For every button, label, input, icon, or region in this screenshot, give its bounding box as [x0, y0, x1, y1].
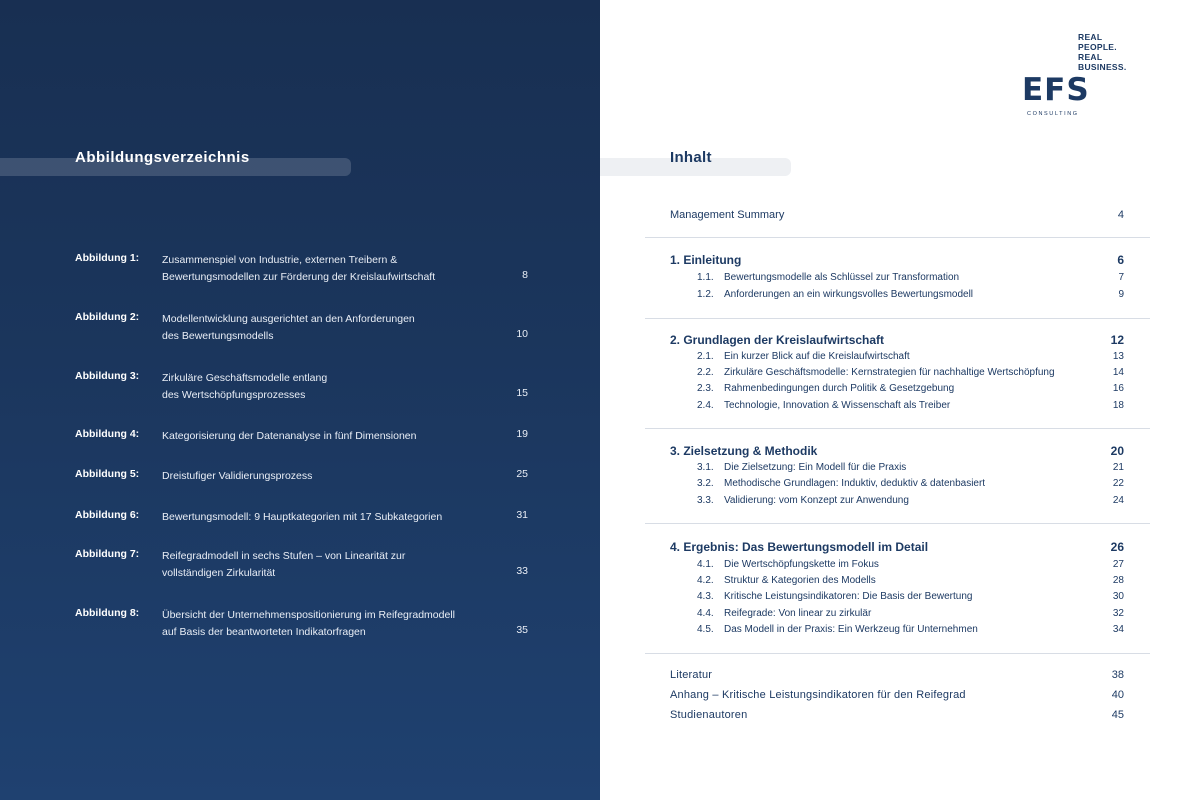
figure-label: Abbildung 2: [75, 311, 140, 323]
toc-page-number: 38 [1111, 669, 1124, 681]
toc-subsection[interactable]: 2.3. Rahmenbedingungen durch Politik & Gesetzgebung [697, 383, 955, 394]
toc-subsection[interactable]: 4.1. Die Wertschöpfungskette im Fokus [697, 559, 879, 570]
figure-label: Abbildung 7: [75, 548, 140, 560]
figure-entry[interactable] [75, 607, 530, 647]
figure-entry[interactable] [75, 548, 530, 588]
toc-page-number: 18 [1112, 400, 1124, 411]
figure-entry[interactable] [75, 509, 530, 549]
figure-caption: Zirkuläre Geschäftsmodelle entlang des Wertschöpfungsprozesses [162, 372, 328, 401]
logo-subline: CONSULTING [1027, 111, 1079, 117]
divider [645, 428, 1150, 429]
toc-subsection[interactable]: 1.1. Bewertungsmodelle als Schlüssel zur Transformation [697, 272, 960, 283]
toc-page-number: 24 [1112, 495, 1124, 506]
figure-caption: Übersicht der Unternehmenspositionierung im Reifegradmodell auf Basis der beantworteten Indikatorfragen [162, 609, 455, 638]
toc-page-number: 28 [1112, 575, 1124, 586]
toc-title: Inhalt [670, 149, 712, 166]
figure-page-number: 8 [522, 269, 528, 281]
toc-entry-studienautoren[interactable]: Studienautoren [670, 709, 748, 721]
figure-entry[interactable] [75, 428, 530, 468]
figure-page-number: 33 [516, 565, 528, 577]
toc-page-number: 9 [1118, 289, 1124, 300]
toc-page-number: 20 [1110, 444, 1124, 458]
divider [645, 653, 1150, 654]
toc-page-number: 7 [1118, 272, 1124, 283]
toc-subsection[interactable]: 2.1. Ein kurzer Blick auf die Kreislaufwirtschaft [697, 351, 910, 362]
toc-subsection[interactable]: 3.3. Validierung: vom Konzept zur Anwendung [697, 495, 909, 506]
toc-page-number: 14 [1112, 367, 1124, 378]
divider [645, 523, 1150, 524]
figure-label: Abbildung 4: [75, 428, 140, 440]
figure-caption: Bewertungsmodell: 9 Hauptkategorien mit 17 Subkategorien [162, 511, 443, 523]
toc-page-number: 12 [1110, 333, 1124, 347]
toc-entry-anhang[interactable]: Anhang – Kritische Leistungsindikatoren für den Reifegrad [670, 689, 966, 701]
divider [645, 237, 1150, 238]
figure-entry[interactable] [75, 252, 530, 292]
toc-page-number: 30 [1112, 591, 1124, 602]
figure-page-number: 15 [516, 387, 528, 399]
toc-entry-literatur[interactable]: Literatur [670, 669, 713, 681]
figure-caption: Zusammenspiel von Industrie, externen Treibern & Bewertungsmodellen zur Förderung der Kreislaufwirtschaft [162, 254, 436, 283]
figure-page-number: 31 [516, 509, 528, 521]
toc-subsection[interactable]: 3.2. Methodische Grundlagen: Induktiv, deduktiv & datenbasiert [697, 478, 986, 489]
logo-tagline: REAL PEOPLE. REAL BUSINESS. [1078, 32, 1127, 72]
figure-label: Abbildung 6: [75, 509, 140, 521]
toc-subsection[interactable]: 4.5. Das Modell in der Praxis: Ein Werkzeug für Unternehmen [697, 624, 978, 635]
toc-page-number: 4 [1117, 209, 1124, 221]
figure-caption: Kategorisierung der Datenanalyse in fünf Dimensionen [162, 430, 417, 442]
figure-index-title: Abbildungsverzeichnis [75, 149, 250, 166]
figure-caption: Dreistufiger Validierungsprozess [162, 470, 313, 482]
figure-label: Abbildung 8: [75, 607, 140, 619]
figure-entry[interactable] [75, 311, 530, 351]
toc-page-number: 16 [1112, 383, 1124, 394]
efs-logo [1022, 32, 1132, 122]
toc-page-number: 22 [1112, 478, 1124, 489]
toc-page-number: 6 [1117, 253, 1124, 267]
toc-page-number: 26 [1110, 540, 1124, 554]
table-of-contents-page [600, 0, 1200, 800]
toc-page-number: 40 [1111, 689, 1124, 701]
figure-caption: Modellentwicklung ausgerichtet an den Anforderungen des Bewertungsmodells [162, 313, 415, 342]
toc-section-heading[interactable]: 4. Ergebnis: Das Bewertungsmodell im Detail [670, 540, 929, 554]
toc-subsection[interactable]: 1.2. Anforderungen an ein wirkungsvolles Bewertungsmodell [697, 289, 974, 300]
figure-page-number: 19 [516, 428, 528, 440]
figure-label: Abbildung 1: [75, 252, 140, 264]
toc-page-number: 13 [1112, 351, 1124, 362]
toc-section-heading[interactable]: 3. Zielsetzung & Methodik [670, 444, 818, 458]
toc-subsection[interactable]: 2.2. Zirkuläre Geschäftsmodelle: Kernstrategien für nachhaltige Wertschöpfung [697, 367, 1055, 378]
figure-caption: Reifegradmodell in sechs Stufen – von Linearität zur vollständigen Zirkularität [162, 550, 406, 579]
figure-entry[interactable] [75, 468, 530, 508]
figure-label: Abbildung 3: [75, 370, 140, 382]
logo-wordmark: EFS [1022, 72, 1090, 108]
toc-entry-management-summary[interactable]: Management Summary [670, 209, 785, 221]
toc-subsection[interactable]: 2.4. Technologie, Innovation & Wissenschaft als Treiber [697, 400, 951, 411]
toc-subsection[interactable]: 4.4. Reifegrade: Von linear zu zirkulär [697, 608, 872, 619]
figure-label: Abbildung 5: [75, 468, 140, 480]
toc-section-heading[interactable]: 2. Grundlagen der Kreislaufwirtschaft [670, 333, 885, 347]
toc-section-heading[interactable]: 1. Einleitung [670, 253, 742, 267]
toc-subsection[interactable]: 4.3. Kritische Leistungsindikatoren: Die Basis der Bewertung [697, 591, 973, 602]
toc-subsection[interactable]: 3.1. Die Zielsetzung: Ein Modell für die Praxis [697, 462, 907, 473]
figure-entry[interactable] [75, 370, 530, 410]
toc-page-number: 27 [1112, 559, 1124, 570]
toc-page-number: 45 [1111, 709, 1124, 721]
toc-page-number: 21 [1112, 462, 1124, 473]
divider [645, 318, 1150, 319]
toc-subsection[interactable]: 4.2. Struktur & Kategorien des Modells [697, 575, 876, 586]
figure-page-number: 10 [516, 328, 528, 340]
toc-page-number: 32 [1112, 608, 1124, 619]
figure-page-number: 25 [516, 468, 528, 480]
figure-page-number: 35 [516, 624, 528, 636]
toc-page-number: 34 [1112, 624, 1124, 635]
